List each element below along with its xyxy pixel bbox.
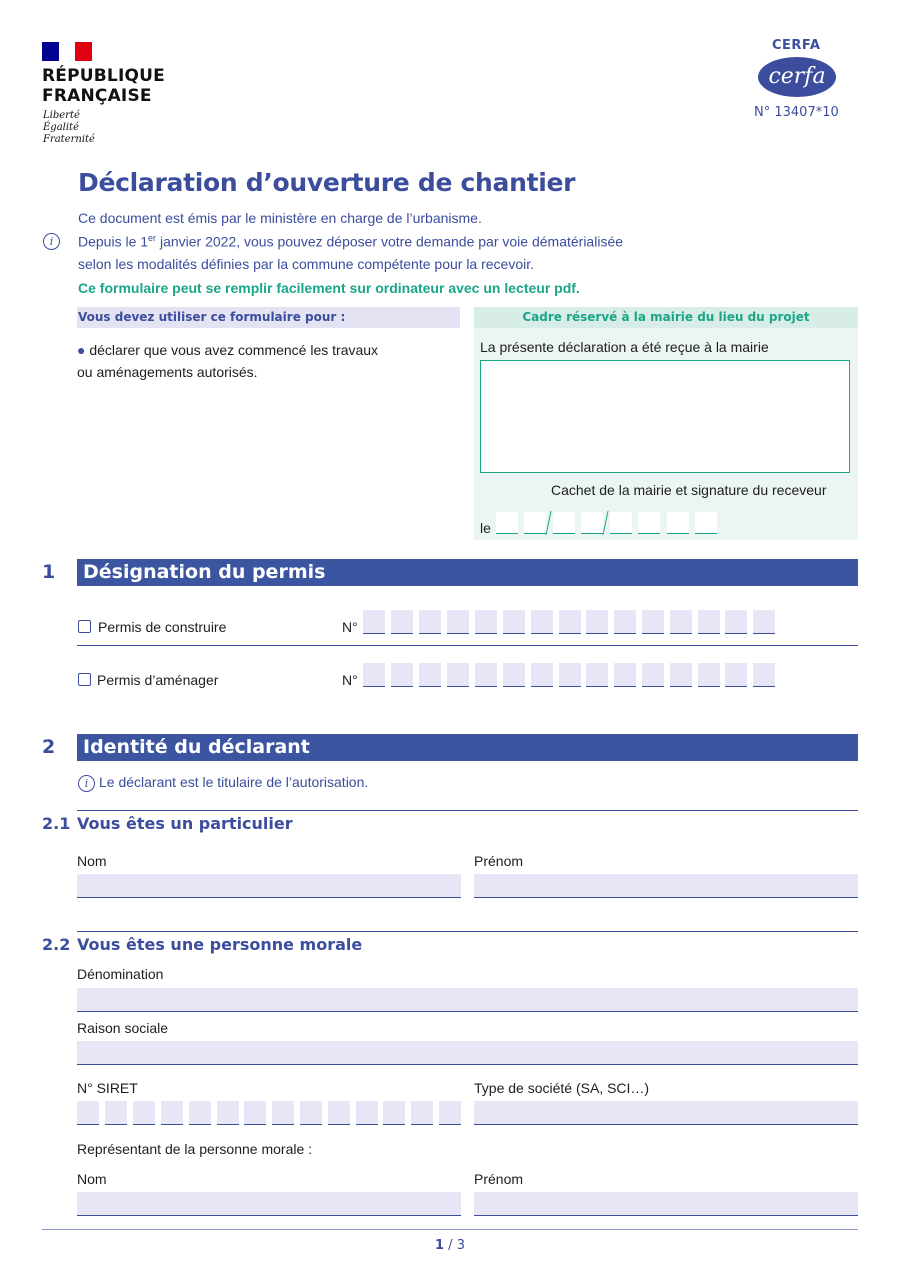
digit-cell[interactable] — [272, 1101, 294, 1125]
date-month-digit-2[interactable] — [581, 512, 603, 534]
digit-cell[interactable] — [217, 1101, 239, 1125]
subsection-2-2-number: 2.2 — [42, 935, 71, 954]
particulier-prenom-input[interactable] — [474, 874, 858, 898]
date-year-digit-3[interactable] — [667, 512, 689, 534]
usage-line1: déclarer que vous avez commencé les travaux — [85, 342, 379, 358]
page-title: Déclaration d’ouverture de chantier — [78, 168, 576, 197]
digit-cell[interactable] — [244, 1101, 266, 1125]
page-counter — [0, 1238, 900, 1253]
digit-cell[interactable] — [531, 610, 553, 634]
page-separator: / — [444, 1238, 457, 1253]
cerfa-label: CERFA — [772, 38, 821, 53]
motto-liberte: Liberté — [43, 110, 80, 121]
section-2-title: Identité du déclarant — [77, 734, 858, 761]
usage-bullet: ● — [77, 342, 86, 358]
digit-cell[interactable] — [670, 663, 692, 687]
digit-cell[interactable] — [725, 663, 747, 687]
permis-construire-label: Permis de construire — [98, 619, 227, 635]
subsection-2-1-number: 2.1 — [42, 814, 71, 833]
digit-cell[interactable] — [698, 663, 720, 687]
republic-line1: RÉPUBLIQUE — [42, 66, 165, 86]
digit-cell[interactable] — [133, 1101, 155, 1125]
republic-line2: FRANÇAISE — [42, 86, 152, 106]
representant-label: Représentant de la personne morale : — [77, 1141, 313, 1157]
divider — [77, 931, 858, 932]
motto — [43, 110, 95, 146]
motto-egalite: Égalité — [43, 122, 79, 133]
mairie-stamp-field[interactable] — [480, 360, 850, 473]
digit-cell[interactable] — [300, 1101, 322, 1125]
cerfa-logo: cerfa — [758, 57, 836, 97]
representant-prenom-input[interactable] — [474, 1192, 858, 1216]
digit-cell[interactable] — [419, 610, 441, 634]
digit-cell[interactable] — [391, 610, 413, 634]
total-pages: 3 — [456, 1238, 465, 1253]
usage-heading — [77, 307, 460, 328]
representant-prenom-label: Prénom — [474, 1171, 524, 1187]
date-year-digit-2[interactable] — [638, 512, 660, 534]
digit-cell[interactable] — [586, 610, 608, 634]
representant-nom-label: Nom — [77, 1171, 107, 1187]
digit-cell[interactable] — [642, 610, 664, 634]
permis-construire-checkbox[interactable] — [78, 620, 91, 633]
digit-cell[interactable] — [161, 1101, 183, 1125]
date-day-digit-2[interactable] — [524, 512, 546, 534]
digit-cell[interactable] — [559, 663, 581, 687]
permis-amenager-label: Permis d’aménager — [97, 672, 219, 688]
intro-line3: selon les modalités définies par la commune compétente pour la recevoir. — [78, 256, 535, 272]
section-1-number: 1 — [42, 561, 56, 583]
date-month-digit-1[interactable] — [553, 512, 575, 534]
intro-line2-pre: Depuis le 1 — [78, 233, 149, 250]
intro-line2-sup: er — [148, 233, 157, 243]
digit-cell[interactable] — [383, 1101, 405, 1125]
digit-cell[interactable] — [503, 610, 525, 634]
digit-cell[interactable] — [77, 1101, 99, 1125]
siret-input[interactable] — [77, 1101, 461, 1125]
raison-sociale-input[interactable] — [77, 1041, 858, 1065]
section-2-number: 2 — [42, 736, 56, 758]
digit-cell[interactable] — [363, 610, 385, 634]
date-prefix: le — [480, 520, 491, 536]
mairie-heading: Cadre réservé à la mairie du lieu du projet — [474, 307, 858, 328]
republique-francaise-wordmark — [42, 66, 165, 106]
digit-cell[interactable] — [475, 610, 497, 634]
digit-cell[interactable] — [586, 663, 608, 687]
usage-heading-text: Vous devez utiliser ce formulaire pour : — [78, 310, 346, 324]
denomination-label: Dénomination — [77, 966, 164, 982]
digit-cell[interactable] — [475, 663, 497, 687]
digit-cell[interactable] — [531, 663, 553, 687]
intro-line2 — [78, 233, 623, 250]
permis-construire-number-field[interactable] — [363, 610, 775, 634]
mairie-received-text: La présente déclaration a été reçue à la mairie — [480, 339, 769, 355]
digit-cell[interactable] — [447, 663, 469, 687]
permis-amenager-number-field[interactable] — [363, 663, 775, 687]
declarant-note: Le déclarant est le titulaire de l’autorisation. — [99, 774, 369, 790]
nom-label: Nom — [77, 853, 107, 869]
motto-fraternite: Fraternité — [43, 134, 95, 145]
digit-cell[interactable] — [559, 610, 581, 634]
intro-pdf-note: Ce formulaire peut se remplir facilement sur ordinateur avec un lecteur pdf. — [78, 280, 580, 296]
type-societe-input[interactable] — [474, 1101, 858, 1125]
digit-cell[interactable] — [614, 663, 636, 687]
date-year-digit-4[interactable] — [695, 512, 717, 534]
denomination-input[interactable] — [77, 988, 858, 1012]
raison-sociale-label: Raison sociale — [77, 1020, 169, 1036]
digit-cell[interactable] — [356, 1101, 378, 1125]
representant-nom-input[interactable] — [77, 1192, 461, 1216]
info-icon: i — [78, 775, 95, 792]
digit-cell[interactable] — [363, 663, 385, 687]
permis-construire-number-label: N° — [342, 619, 358, 635]
digit-cell[interactable] — [391, 663, 413, 687]
digit-cell[interactable] — [439, 1101, 461, 1125]
digit-cell[interactable] — [642, 663, 664, 687]
digit-cell[interactable] — [411, 1101, 433, 1125]
subsection-2-1-title: Vous êtes un particulier — [77, 814, 293, 833]
date-day-digit-1[interactable] — [496, 512, 518, 534]
cerfa-number: N° 13407*10 — [754, 105, 839, 120]
usage-line2: ou aménagements autorisés. — [77, 364, 258, 380]
date-year-digit-1[interactable] — [610, 512, 632, 534]
particulier-nom-input[interactable] — [77, 874, 461, 898]
intro-line1: Ce document est émis par le ministère en charge de l’urbanisme. — [78, 210, 482, 226]
stamp-caption: Cachet de la mairie et signature du receveur — [551, 482, 827, 498]
digit-cell[interactable] — [503, 663, 525, 687]
digit-cell[interactable] — [105, 1101, 127, 1125]
french-flag-logo — [42, 42, 92, 61]
divider — [77, 810, 858, 811]
digit-cell[interactable] — [419, 663, 441, 687]
digit-cell[interactable] — [670, 610, 692, 634]
footer-divider — [42, 1229, 858, 1230]
digit-cell[interactable] — [698, 610, 720, 634]
digit-cell[interactable] — [753, 610, 775, 634]
digit-cell[interactable] — [189, 1101, 211, 1125]
type-societe-label: Type de société (SA, SCI…) — [474, 1080, 650, 1096]
permis-amenager-checkbox[interactable] — [78, 673, 91, 686]
prenom-label: Prénom — [474, 853, 524, 869]
digit-cell[interactable] — [725, 610, 747, 634]
current-page: 1 — [435, 1238, 445, 1253]
digit-cell[interactable] — [614, 610, 636, 634]
section-1-title: Désignation du permis — [77, 559, 858, 586]
siret-label: N° SIRET — [77, 1080, 138, 1096]
digit-cell[interactable] — [447, 610, 469, 634]
divider — [77, 645, 858, 646]
usage-text — [77, 339, 457, 383]
digit-cell[interactable] — [753, 663, 775, 687]
info-icon: i — [43, 233, 60, 250]
digit-cell[interactable] — [328, 1101, 350, 1125]
intro-line2-post: janvier 2022, vous pouvez déposer votre demande par voie dématérialisée — [156, 233, 624, 250]
permis-amenager-number-label: N° — [342, 672, 358, 688]
subsection-2-2-title: Vous êtes une personne morale — [77, 935, 363, 954]
